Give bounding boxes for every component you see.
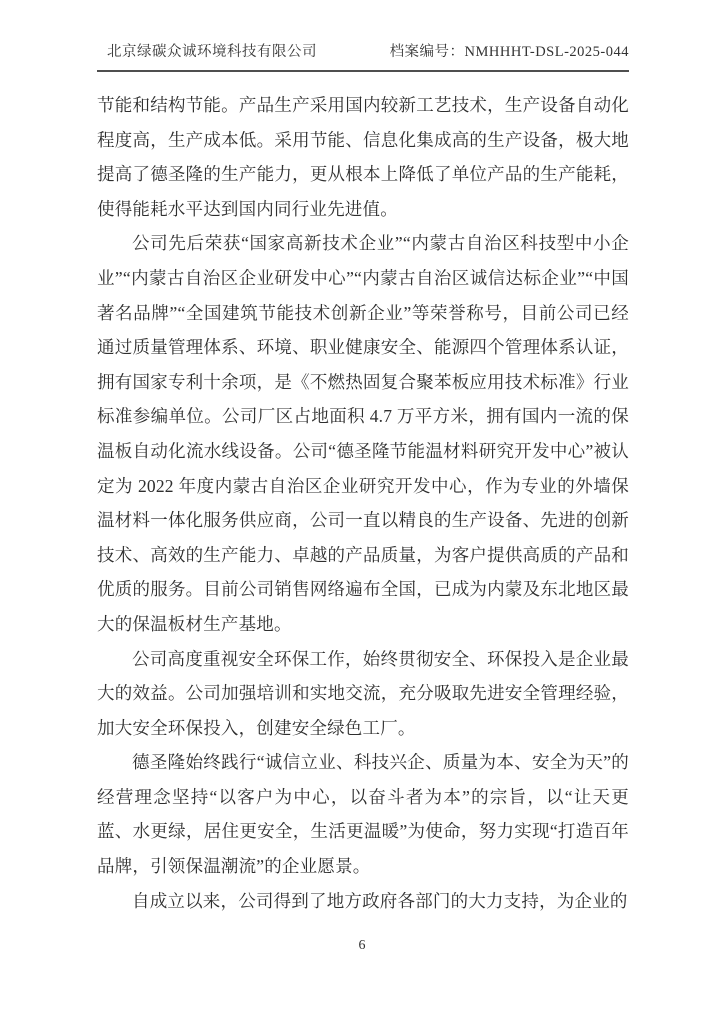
header-archive-number: 档案编号：NMHHHT-DSL-2025-044 xyxy=(389,44,629,60)
paragraph-safety: 公司高度重视安全环保工作，始终贯彻安全、环保投入是企业最大的效益。公司加强培训和实地交流，充分吸取先进安全管理经验，加大安全环保投入，创建安全绿色工厂。 xyxy=(97,648,629,738)
paragraph-continuation: 节能和结构节能。产品生产采用国内较新工艺技术，生产设备自动化程度高，生产成本低。采用节能、信息化集成高的生产设备，极大地提高了德圣隆的生产能力，更从根本上降低了单位产品的生产能耗，使得能耗水平达到国内同行业先进值。 xyxy=(97,95,629,219)
paragraph-philosophy: 德圣隆始终践行“诚信立业、科技兴企、质量为本、安全为天”的经营理念坚持“以客户为中心，以奋斗者为本”的宗旨，以“让天更蓝、水更绿，居住更安全，生活更温暖”为使命，努力实现“打造百年品牌，引领保温潮流”的企业愿景。 xyxy=(97,752,629,877)
page-header xyxy=(97,40,629,72)
paragraph-honors: 公司先后荣获“国家高新技术企业”“内蒙古自治区科技型中小企业”“内蒙古自治区企业研发中心”“内蒙古自治区诚信达标企业”“中国著名品牌”“全国建筑节能技术创新企业”等荣誉称号，目前公司已经通过质量管理体系、环境、职业健康安全、能源四个管理体系认证，拥有国家专利十余项，是《不燃热固复合聚苯板应用技术标准》行业标准参编单位。公司厂区占地面积 4.7 万平方米，拥有国内一流的保温板自动化流水线设备。公司“德圣隆节能温材料研究开发中心”被认定为 2022 年度内蒙古自治区企业研究开发中心，作为专业的外墙保温材料一体化服务供应商，公司一直以精良的生产设备、先进的创新技术、高效的生产能力、卓越的产品质量，为客户提供高质的产品和优质的服务。目前公司销售网络遍布全国，已成为内蒙及东北地区最大的保温板材生产基地。 xyxy=(97,233,629,634)
header-company-name: 北京绿碳众诚环境科技有限公司 xyxy=(107,44,317,60)
document-body xyxy=(97,88,629,918)
page-number: 6 xyxy=(358,938,366,953)
paragraph-government-support: 自成立以来，公司得到了地方政府各部门的大力支持，为企业的 xyxy=(132,890,628,911)
